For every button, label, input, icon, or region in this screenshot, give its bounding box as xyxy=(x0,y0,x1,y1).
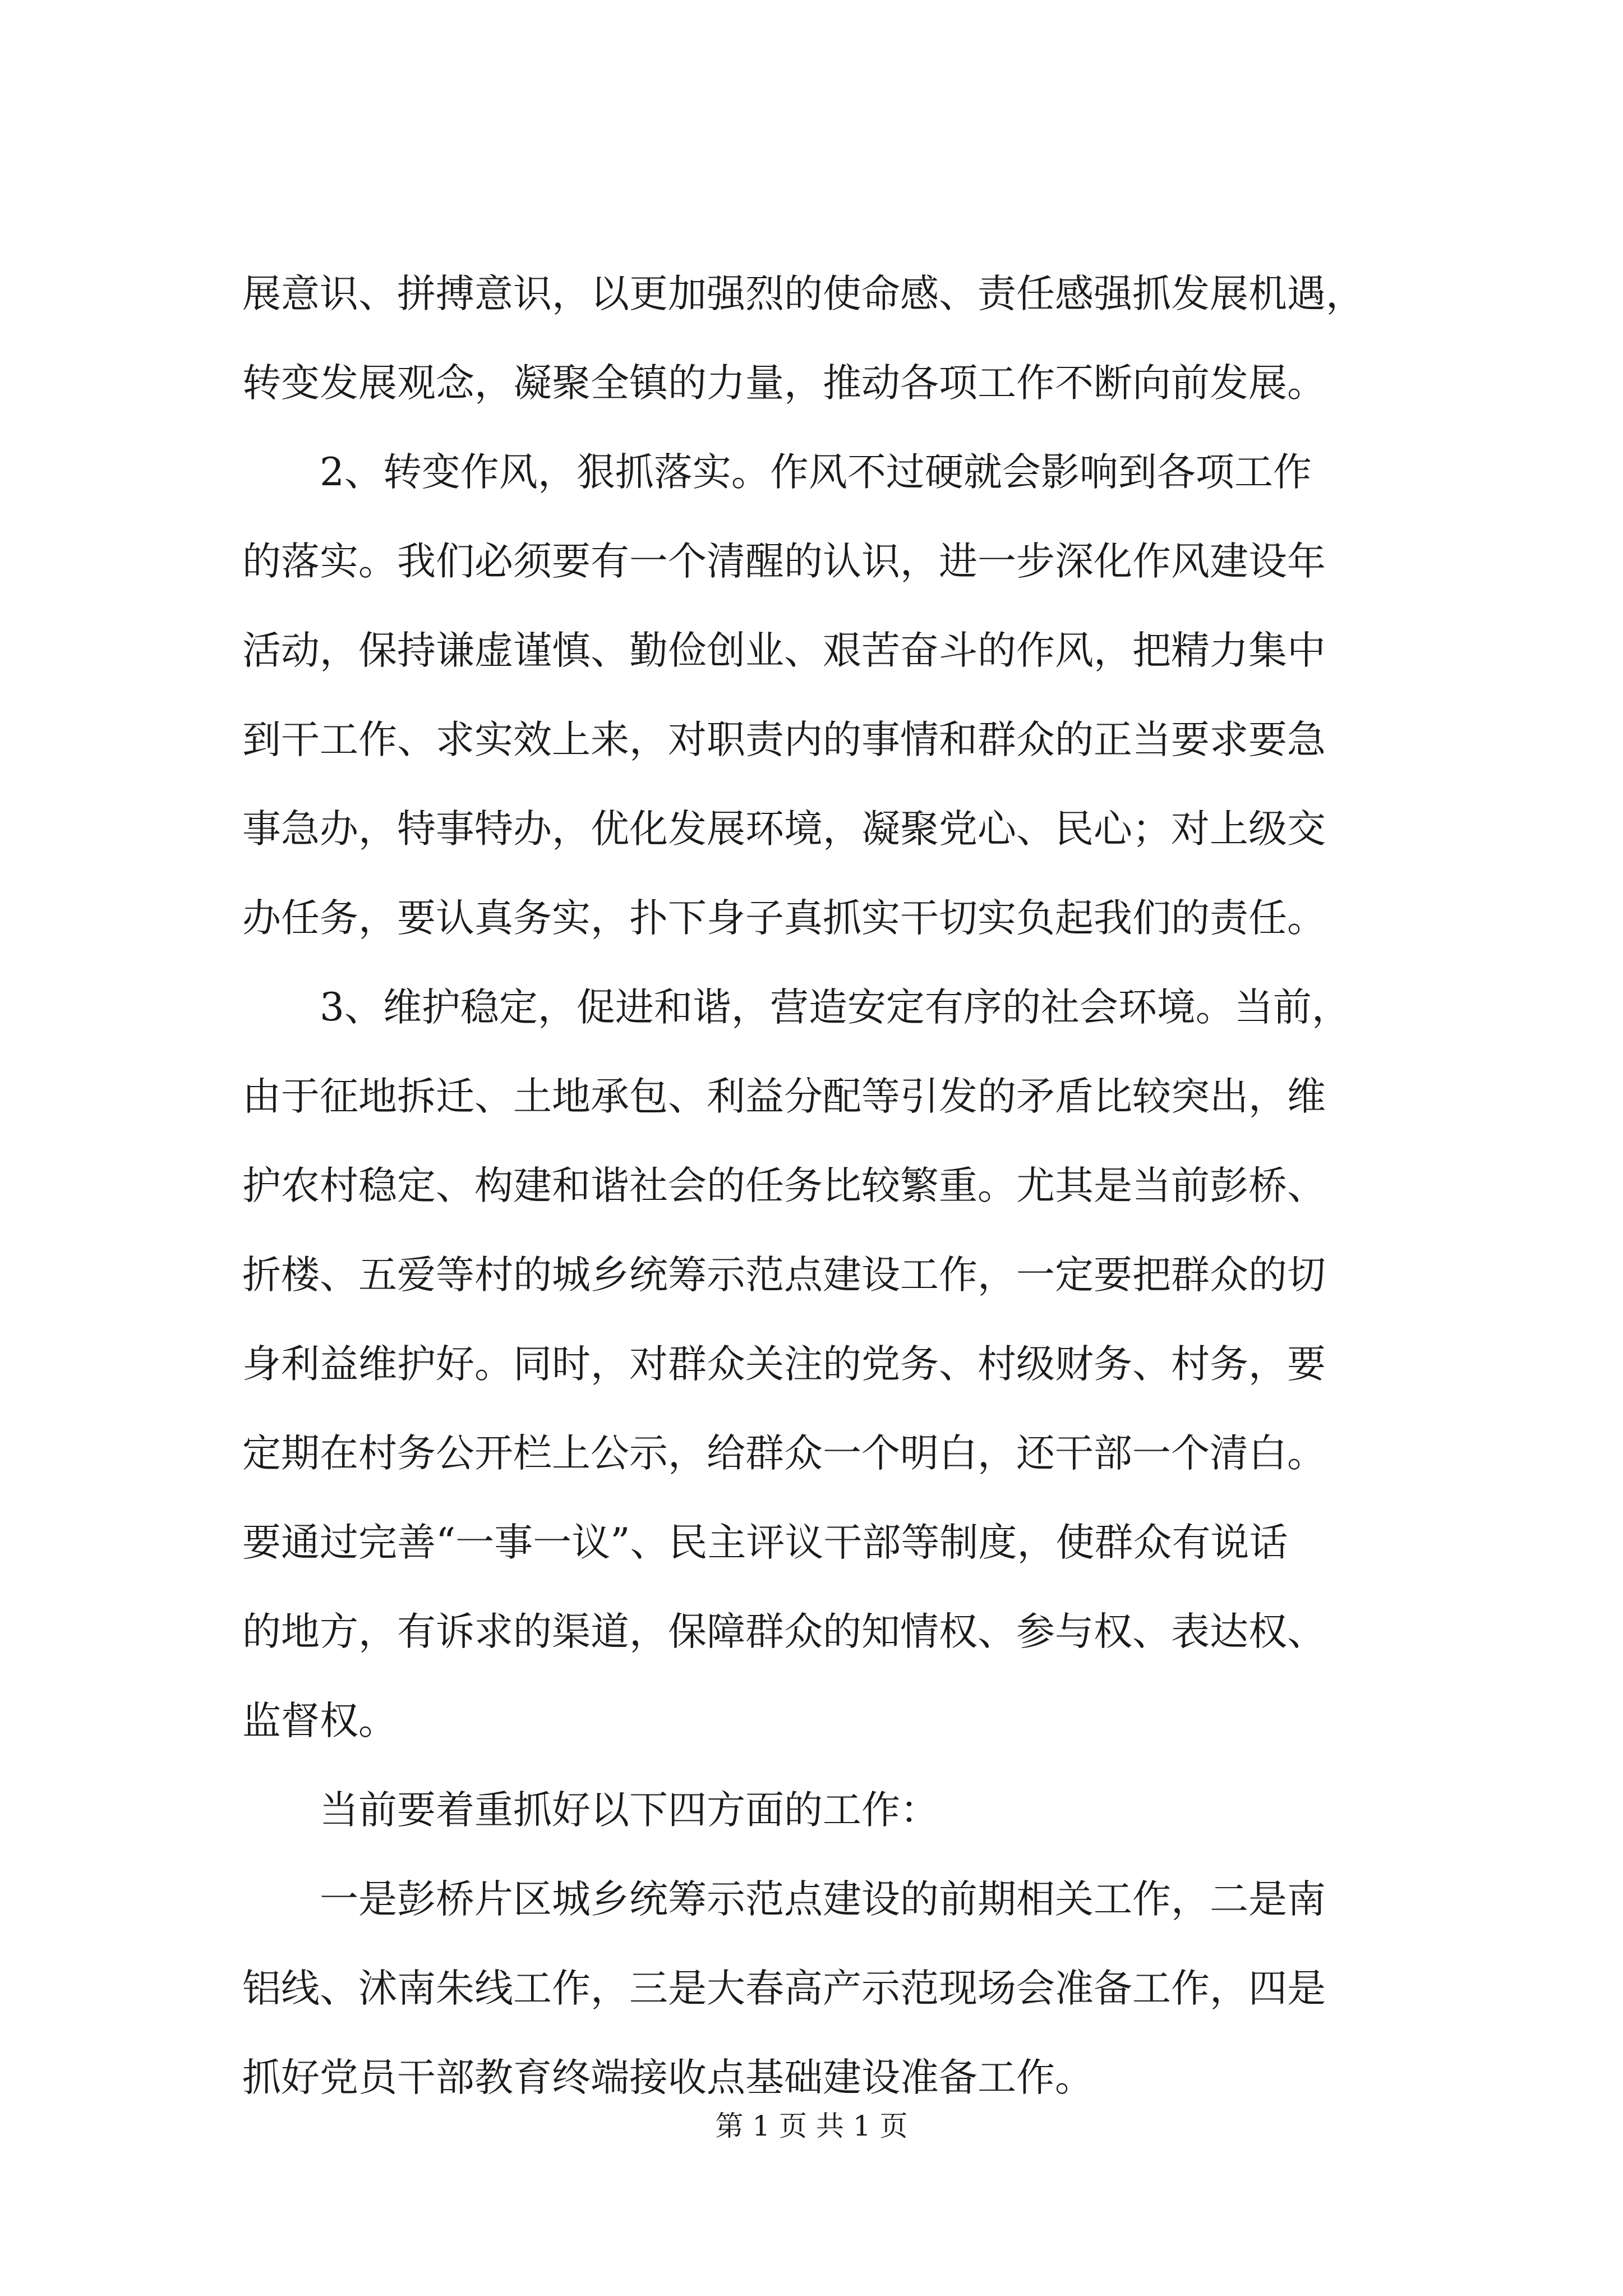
text-line: 2、转变作风，狠抓落实。作风不过硬就会影响到各项工作 xyxy=(320,450,1312,495)
page-footer: 第 1 页 共 1 页 xyxy=(715,2110,908,2142)
text-line: 监督权。 xyxy=(242,1699,397,1743)
document-body xyxy=(242,250,1409,2123)
text-line: 定期在村务公开栏上公示，给群众一个明白，还干部一个清白。 xyxy=(242,1431,1326,1476)
paragraph-item-3 xyxy=(242,963,1409,1766)
text-line: 由于征地拆迁、土地承包、利益分配等引发的矛盾比较突出，维 xyxy=(242,1074,1326,1119)
text-line: 转变发展观念，凝聚全镇的力量，推动各项工作不断向前发展。 xyxy=(242,361,1326,406)
text-line: 办任务，要认真务实，扑下身子真抓实干切实负起我们的责任。 xyxy=(242,896,1326,941)
paragraph-item-2 xyxy=(242,428,1409,963)
text-line: 一是彭桥片区城乡统筹示范点建设的前期相关工作，二是南 xyxy=(320,1877,1326,1922)
text-line: 3、维护稳定，促进和谐，营造安定有序的社会环境。当前， xyxy=(320,985,1350,1030)
text-line: 身利益维护好。同时，对群众关注的党务、村级财务、村务，要 xyxy=(242,1342,1326,1387)
text-line: 事急办，特事特办，优化发展环境，凝聚党心、民心；对上级交 xyxy=(242,807,1326,852)
text-line: 护农村稳定、构建和谐社会的任务比较繁重。尤其是当前彭桥、 xyxy=(242,1163,1326,1208)
text-line: 要通过完善“一事一议”、民主评议干部等制度，使群众有说话 xyxy=(242,1520,1288,1565)
text-line: 铝线、沭南朱线工作，三是大春高产示范现场会准备工作，四是 xyxy=(242,1966,1326,2011)
text-line: 活动，保持谦虚谨慎、勤俭创业、艰苦奋斗的作风，把精力集中 xyxy=(242,628,1326,673)
paragraph-focus-intro xyxy=(242,1766,1409,1855)
text-line: 的落实。我们必须要有一个清醒的认识，进一步深化作风建设年 xyxy=(242,539,1326,584)
text-line: 当前要着重抓好以下四方面的工作： xyxy=(320,1788,939,1833)
text-line: 展意识、拼搏意识，以更加强烈的使命感、责任感强抓发展机遇， xyxy=(242,272,1364,316)
paragraph-four-tasks xyxy=(242,1855,1409,2123)
text-line: 抓好党员干部教育终端接收点基础建设准备工作。 xyxy=(242,2055,1094,2100)
text-line: 的地方，有诉求的渠道，保障群众的知情权、参与权、表达权、 xyxy=(242,1609,1326,1654)
paragraph-continued xyxy=(242,250,1409,428)
text-line: 折楼、五爱等村的城乡统筹示范点建设工作，一定要把群众的切 xyxy=(242,1253,1326,1297)
text-line: 到干工作、求实效上来，对职责内的事情和群众的正当要求要急 xyxy=(242,717,1326,762)
